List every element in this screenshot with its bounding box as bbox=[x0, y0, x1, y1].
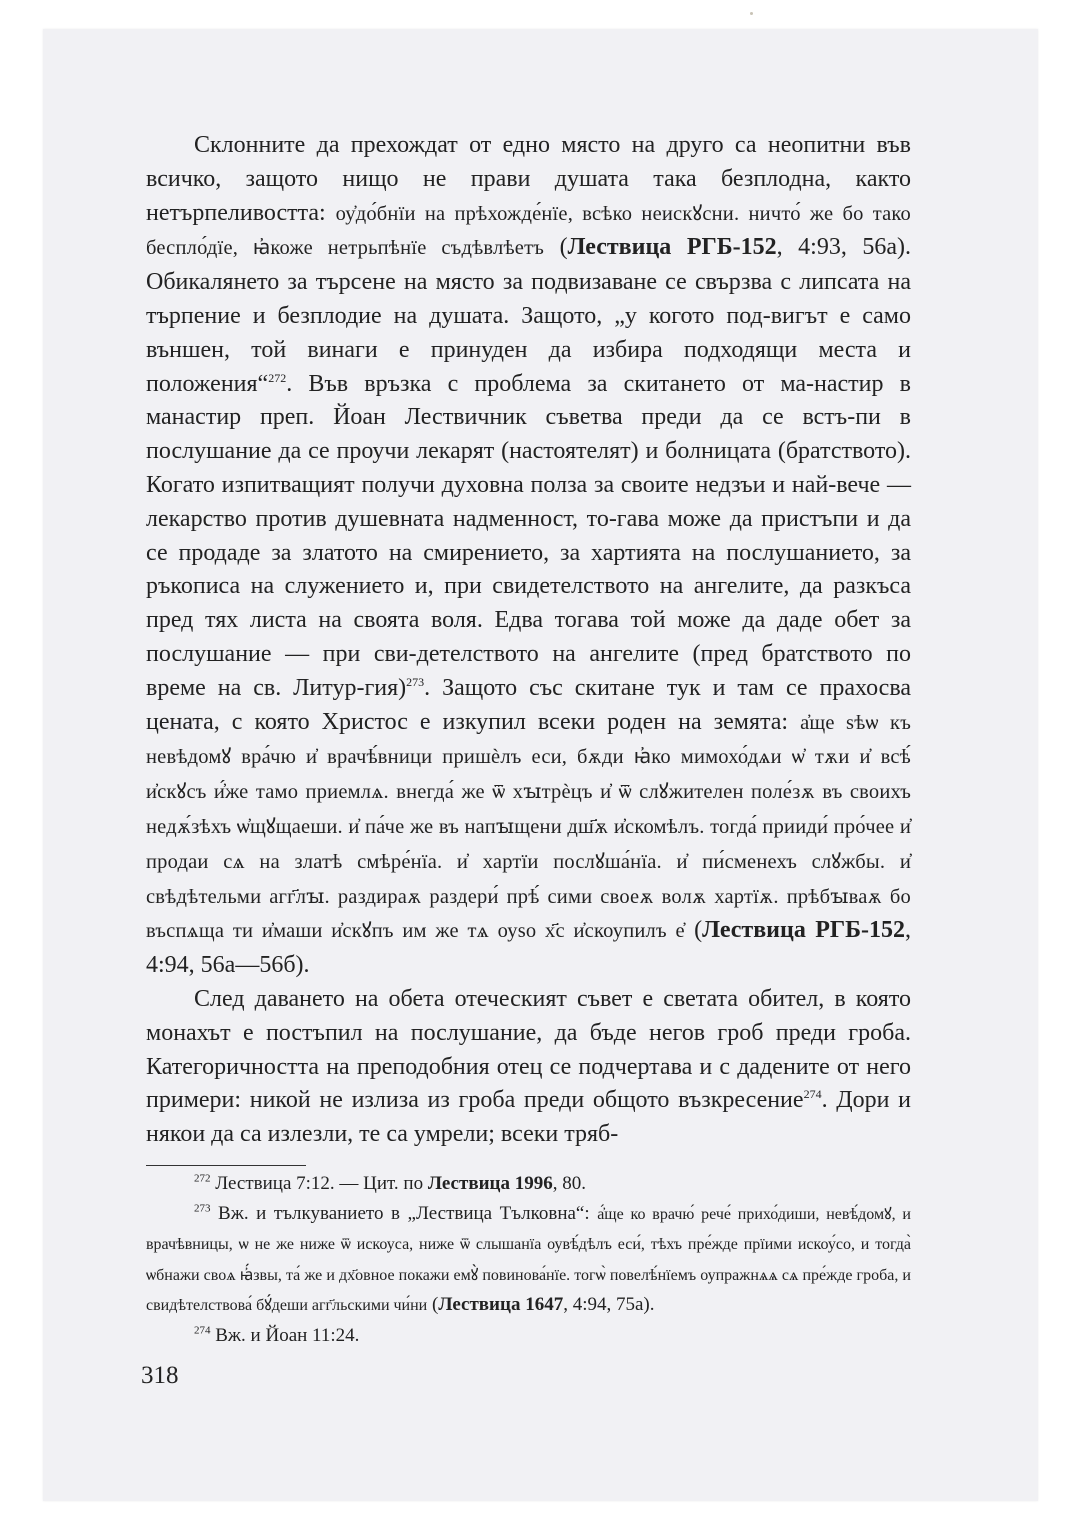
footnote-number: 273 bbox=[194, 1202, 211, 1215]
footnote-ref-274[interactable]: 274 bbox=[803, 1087, 822, 1102]
main-text bbox=[146, 129, 911, 1152]
slavonic-quote-3: а҆́ще ко врачю́ рече́ прихо́диши, невѣ́домꙋ, и врачѣвницы, ѡ не же ниже ѿ искоуса, ниже ѿ слышанїа оувѣ́дѣлъ еси́, тѣхъ пре́жде прїими искоу́со, и тогда̀ ѡбнажи своѧ ꙗ҆́звы, та́ же и дх҃овное покажи емꙋ̀ повинова́нїе. тогѡ̀ повелѣ́нїемъ оупражнѧѧ сѧ пре́жде гроба, и свидѣтелствова́ бꙋ́деши агг҃льскими чи́ни bbox=[146, 1205, 911, 1314]
source-reference: Лествица 1647 bbox=[438, 1294, 564, 1315]
slavonic-quote-2: а҆ще ѕѣѡ къ невѣдомꙋ вра́чю и҆ врачѣ́вници пришѐлъ еси, бѫди ꙗ҆ко мимохо́дѧи ѡ҆ тѫи и҆ всѣ́ и҆скꙋсъ и҆́же тамо приемлѧ. внегда́ же ѿ хꙑтрѐцъ и҆ ѿ слꙋжителен поле́зѫ въ своихъ недѫ́зѣхъ ѡ҆щꙋщаеши. и҆ па́че же въ напꙑщени дш҃ѫ и҆скомѣлъ. тогда́ прииди́ про́чее и҆ продаи сѧ на златѣ смѣре́нїа. и҆ хартїи послꙋша́нїа. и҆ пи́сменехъ слꙋжбы. и҆ свѣдѣтельми агг҃лꙑ. раздираѫ раздери́ прѣ́ сими своеѫ волѫ хартїѫ. прѣбꙑваѫ бо въспѧща ти и҆маши и҆скꙋпъ им же тѧ оуѕо х҃с и҆скоупилъ е҆ bbox=[146, 711, 911, 943]
footnote-separator bbox=[146, 1165, 306, 1166]
slavonic-quote-1: оу҆до́бнїи на прѣхожде́нїе, всѣко неискꙋсни. ничто́ же бо тако беспло́дїе, ꙗ҆коже нетрьпѣнїе съдѣвлѣетъ bbox=[146, 202, 911, 260]
footnote-274: $^{274}$ Вж. и Йоан 11:24. bbox=[194, 1324, 360, 1346]
footnote-272: $^{272}$ Лествица 7:12. — Цит. по Лествица 1996, 80. bbox=[194, 1172, 586, 1194]
footnote-273: $^{273}$ Вж. и тълкуванието в „Лествица Тълковна“: а҆́ще ко врачю́ рече́ прихо́диши, невѣ́домꙋ, и врачѣвницы, ѡ не же ниже ѿ искоуса, ниже ѿ слышанїа оувѣ́дѣлъ еси́, тѣхъ пре́жде прїими искоу́со, и тогда̀ ѡбнажи своѧ ꙗ҆́звы, та́ же и дх҃овное покажи емꙋ̀ повинова́нїе. тогѡ̀ повелѣ́нїемъ оупражнѧѧ сѧ пре́жде гроба, и свидѣтелствова́ бꙋ́деши агг҃льскими чи́ни (Лествица 1647, 4:94, 75а). bbox=[146, 1202, 911, 1315]
source-reference: Лествица РГБ-152 bbox=[702, 917, 905, 944]
footnotes bbox=[146, 1169, 911, 1350]
footnote-ref-272[interactable]: 272 bbox=[268, 370, 287, 385]
page-number: 318 bbox=[141, 1362, 179, 1389]
book-page bbox=[43, 29, 1038, 1501]
paragraph-1: Склонните да прехождат от едно място на друго са неопитни във всичко, защото нищо не прави душата така безплодна, както нетърпеливостта: оу҆до́бнїи на прѣхожде́нїе, всѣко неискꙋсни. ничто́ же бо тако беспло́дїе, ꙗ҆коже нетрьпѣнїе съдѣвлѣетъ (Лествица РГБ-152, 4:93, 56а). Обикалянето за търсене на място за подвизаване се свързва с липсата на търпение и безплодие на душата. Защото, „у когото под-вигът е само външен, той винаги е принуден да избира подходящи места и положения“$^{272}$. Във връзка с проблема за скитането от ма-настир в манастир преп. Йоан Лествичник съветва преди да се встъ-пи в послушание да се проучи лекарят (настоятелят) и болницата (братството). Когато изпитващият получи духовна полза за своите недзъи и най-вече — лекарство против душевната надменност, то-гава може да пристъпи и да се продаде за златото на смирението, за хартията на послушанието, за ръкописа на служението и, при свидетелството на ангелите, да разкъса пред тях листа на своята воля. Едва тогава той може да даде обет за послушание — при сви-детелството на ангелите (пред братството по време на св. Литур-гия)$^{273}$. Защото със скитане тук и там се прахосва цената, с която Христос е изкупил всеки роден на земята: а҆ще ѕѣѡ къ невѣдомꙋ вра́чю и҆ врачѣ́вници пришѐлъ еси, бѫди ꙗ҆ко мимохо́дѧи ѡ҆ тѫи и҆ всѣ́ и҆скꙋсъ и҆́же тамо приемлѧ. внегда́ же ѿ хꙑтрѐцъ и҆ ѿ слꙋжителен поле́зѫ въ своихъ недѫ́зѣхъ ѡ҆щꙋщаеши. и҆ па́че же въ напꙑщени дш҃ѫ и҆скомѣлъ. тогда́ прииди́ про́чее и҆ продаи сѧ на златѣ смѣре́нїа. и҆ хартїи послꙋша́нїа. и҆ пи́сменехъ слꙋжбы. и҆ свѣдѣтельми агг҃лꙑ. раздираѫ раздери́ прѣ́ сими своеѫ волѫ хартїѫ. прѣбꙑваѫ бо въспѧща ти и҆маши и҆скꙋпъ им же тѧ оуѕо х҃с и҆скоупилъ е҆ (Лествица РГБ-152, 4:94, 56а—56б). bbox=[146, 132, 911, 979]
dust-speck bbox=[750, 12, 753, 15]
footnote-ref-273[interactable]: 273 bbox=[406, 674, 425, 689]
paragraph-2: След даването на обета отеческият съвет е светата обител, в която монахът е постъпил на послушание, да бъде негов гроб преди гроба. Категоричността на преподобния отец се подчертава и с дадените от него примери: никой не излиза из гроба преди общото възкресение$^{274}$. Дори и някои да са излезли, те са умрели; всеки тряб- bbox=[146, 985, 911, 1148]
source-reference: Лествица РГБ-152 bbox=[567, 234, 777, 261]
source-reference: Лествица 1996 bbox=[427, 1173, 553, 1194]
footnote-number: 272 bbox=[194, 1172, 211, 1185]
footnote-number: 274 bbox=[194, 1324, 211, 1337]
